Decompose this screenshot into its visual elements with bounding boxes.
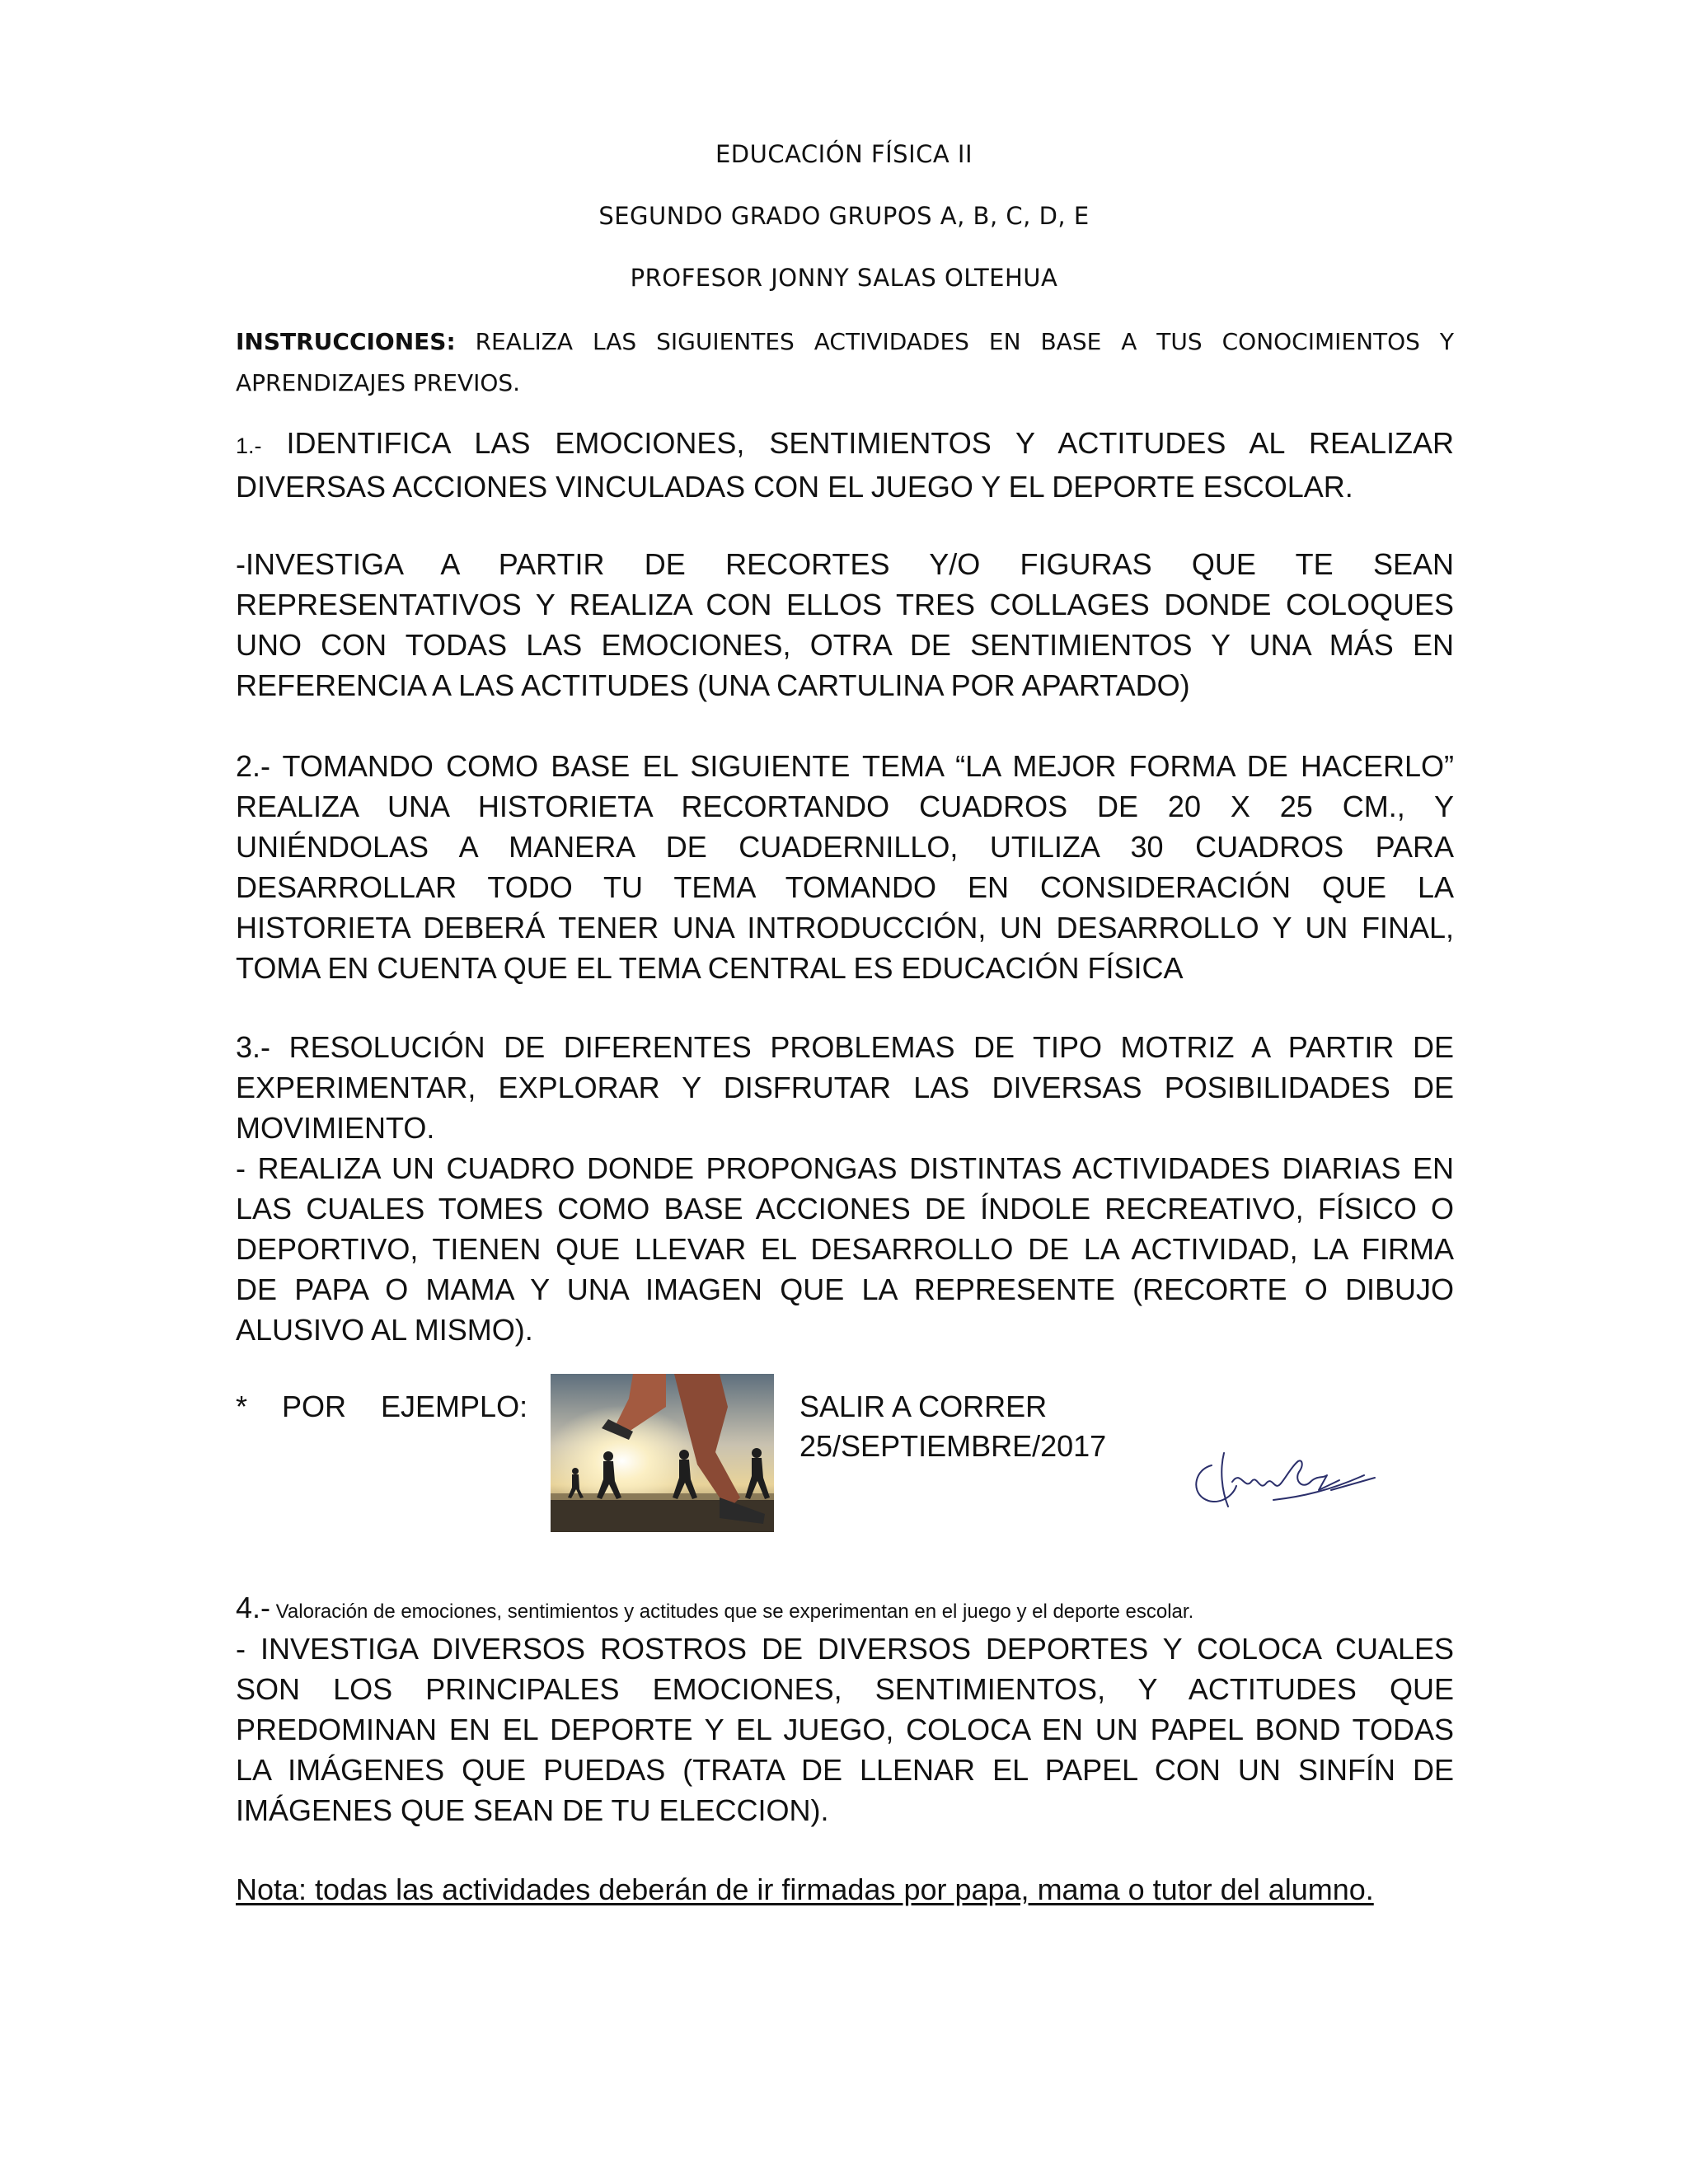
section-3 [236, 1027, 1454, 1350]
section-1-task [236, 544, 1454, 705]
section-2-line: TOMA EN CUENTA QUE EL TEMA CENTRAL ES EDUCACIÓN FÍSICA [236, 951, 1184, 985]
section-1-task-line: REPRESENTATIVOS Y REALIZA CON ELLOS TRES COLLAGES DONDE COLOQUES [236, 588, 1454, 621]
instructions-text-2: APRENDIZAJES PREVIOS. [236, 369, 521, 396]
section-1-heading [236, 423, 1454, 507]
signature-note: Nota: todas las actividades deberán de ir firmadas por papa, mama o tutor del alumno. [236, 1872, 1374, 1906]
example-activity: SALIR A CORRER [799, 1390, 1048, 1423]
section-3-line: 3.- RESOLUCIÓN DE DIFERENTES PROBLEMAS DE TIPO MOTRIZ A PARTIR DE [236, 1030, 1454, 1064]
section-2-line: HISTORIETA DEBERÁ TENER UNA INTRODUCCIÓN, UN DESARROLLO Y UN FINAL, [236, 911, 1454, 944]
section-4-line: LA IMÁGENES QUE PUEDAS (TRATA DE LLENAR EL PAPEL CON UN SINFÍN DE [236, 1753, 1454, 1787]
grade-groups: SEGUNDO GRADO GRUPOS A, B, C, D, E [598, 202, 1090, 230]
section-4-line: - INVESTIGA DIVERSOS ROSTROS DE DIVERSOS DEPORTES Y COLOCA CUALES [236, 1632, 1454, 1666]
section-2-line: UNIÉNDOLAS A MANERA DE CUADERNILLO, UTILIZA 30 CUADROS PARA [236, 830, 1454, 864]
section-4 [236, 1629, 1454, 1830]
runners-sunset-photo [551, 1374, 774, 1532]
section-1-line: DIVERSAS ACCIONES VINCULADAS CON EL JUEGO Y EL DEPORTE ESCOLAR. [236, 470, 1353, 504]
handwritten-signature [1187, 1432, 1385, 1515]
section-2 [236, 746, 1454, 988]
section-3-line: MOVIMIENTO. [236, 1111, 435, 1145]
section-4-number: 4.- [236, 1591, 271, 1624]
subject-title: EDUCACIÓN FÍSICA II [715, 140, 973, 168]
section-1-task-line: REFERENCIA A LAS ACTITUDES (UNA CARTULINA POR APARTADO) [236, 668, 1190, 702]
section-4-line: SON LOS PRINCIPALES EMOCIONES, SENTIMIENTOS, Y ACTITUDES QUE [236, 1672, 1454, 1706]
section-3-line: EXPERIMENTAR, EXPLORAR Y DISFRUTAR LAS DIVERSAS POSIBILIDADES DE [236, 1071, 1454, 1104]
section-1-task-line: -INVESTIGA A PARTIR DE RECORTES Y/O FIGURAS QUE TE SEAN [236, 547, 1454, 581]
section-4-heading [236, 1591, 1193, 1625]
section-4-line: PREDOMINAN EN EL DEPORTE Y EL JUEGO, COLOCA EN UN PAPEL BOND TODAS [236, 1713, 1454, 1746]
example-date: 25/SEPTIEMBRE/2017 [799, 1429, 1107, 1463]
section-4-heading-text: Valoración de emociones, sentimientos y actitudes que se experimentan en el juego y el deporte escolar. [270, 1601, 1194, 1623]
section-1-task-line: UNO CON TODAS LAS EMOCIONES, OTRA DE SENTIMIENTOS Y UNA MÁS EN [236, 628, 1454, 662]
teacher-name: PROFESOR JONNY SALAS OLTEHUA [630, 264, 1058, 292]
section-1-line: IDENTIFICA LAS EMOCIONES, SENTIMIENTOS Y ACTITUDES AL REALIZAR [261, 426, 1454, 460]
instructions-text-1: REALIZA LAS SIGUIENTES ACTIVIDADES EN BASE A TUS CONOCIMIENTOS Y [455, 328, 1454, 355]
section-3-line: LAS CUALES TOMES COMO BASE ACCIONES DE ÍNDOLE RECREATIVO, FÍSICO O [236, 1192, 1454, 1226]
instructions [236, 321, 1454, 404]
section-3-line: - REALIZA UN CUADRO DONDE PROPONGAS DISTINTAS ACTIVIDADES DIARIAS EN [236, 1151, 1454, 1185]
section-3-line: DE PAPA O MAMA Y UNA IMAGEN QUE LA REPRESENTE (RECORTE O DIBUJO [236, 1272, 1454, 1306]
section-3-line: DEPORTIVO, TIENEN QUE LLEVAR EL DESARROLLO DE LA ACTIVIDAD, LA FIRMA [236, 1232, 1454, 1266]
section-2-line: REALIZA UNA HISTORIETA RECORTANDO CUADROS DE 20 X 25 CM., Y [236, 790, 1454, 823]
section-1-number: 1.- [236, 434, 262, 458]
instructions-label: INSTRUCCIONES: [236, 328, 456, 355]
section-2-line: 2.- TOMANDO COMO BASE EL SIGUIENTE TEMA “LA MEJOR FORMA DE HACERLO” [236, 749, 1454, 783]
example-label: * POR EJEMPLO: [236, 1390, 528, 1423]
section-3-line: ALUSIVO AL MISMO). [236, 1313, 533, 1347]
section-2-line: DESARROLLAR TODO TU TEMA TOMANDO EN CONSIDERACIÓN QUE LA [236, 870, 1454, 904]
section-4-line: IMÁGENES QUE SEAN DE TU ELECCION). [236, 1793, 829, 1827]
